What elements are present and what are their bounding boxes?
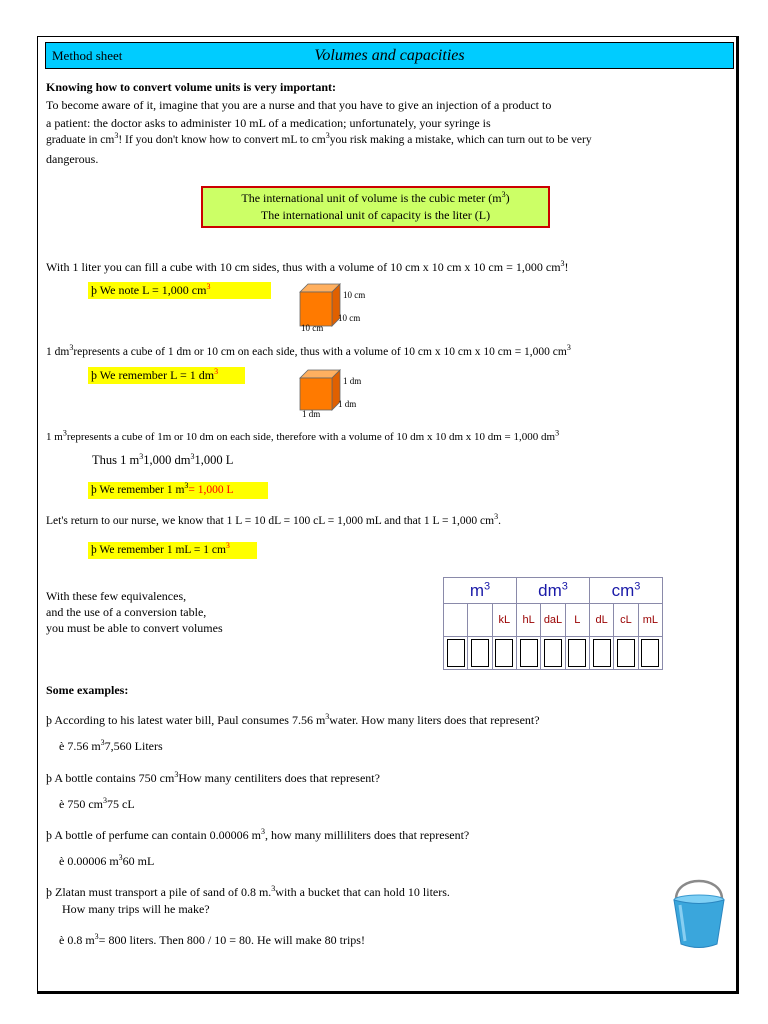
note-m: þ We remember 1 $m^3= 1,000$ L bbox=[88, 482, 268, 499]
digit-cell bbox=[614, 637, 638, 670]
unit-ml: mL bbox=[638, 604, 662, 637]
intro-line2: a patient: the doctor asks to administer 10 mL of a medication; unfortunately, your syringe is bbox=[46, 116, 491, 130]
note-ml: þ We remember 1 mL = 1 $cm^3$ bbox=[88, 542, 257, 559]
cube2-depth-label: 1 dm bbox=[338, 399, 357, 409]
cube1-width-label: 10 cm bbox=[301, 323, 324, 333]
cube1-depth-label: 10 cm bbox=[338, 313, 361, 323]
nurse-line: Let's return to our nurse, we know that 1 L = 10 dL = 100 cL = 1,000 mL and that 1 L = 1,000 $cm^3$. bbox=[46, 512, 501, 527]
dm-line: 1 $dm^3represents$ a cube of 1 dm or 10 cm on each side, thus with a volume of 10 cm x 10 cm x 10 cm = 1,000 $cm^3$ bbox=[46, 343, 571, 358]
note-dm: þ We remember L = 1 $dm^3$ bbox=[88, 367, 245, 384]
intro-line3: graduate in $cm^3$! If you don't know how to convert mL to $cm^3you$ risk making a mistake, which can turn out to be very bbox=[46, 131, 592, 146]
example3-answer: è 0.00006 $m^360$ mL bbox=[59, 853, 155, 868]
example4-question: þ Zlatan must transport a pile of sand of 0.8 m.$^3$with a bucket that can hold 10 liters. bbox=[46, 884, 450, 899]
digit-cell bbox=[638, 637, 662, 670]
digit-cell bbox=[565, 637, 589, 670]
unit-col-1 bbox=[444, 604, 468, 637]
example2-answer: è 750 $cm^375$ cL bbox=[59, 796, 135, 811]
bucket-icon bbox=[668, 873, 730, 953]
definition-line1: The international unit of volume is the cubic meter $(m^3)$ bbox=[241, 190, 510, 205]
page-title: Volumes and capacities bbox=[314, 47, 465, 64]
example1-answer: è 7.56 $m^37,560$ Liters bbox=[59, 738, 163, 753]
header-left: Method sheet bbox=[52, 48, 123, 63]
digit-cell bbox=[590, 637, 614, 670]
unit-l: L bbox=[565, 604, 589, 637]
intro-heading: Knowing how to convert volume units is very important: bbox=[46, 80, 336, 94]
liter-line: With 1 liter you can fill a cube with 10 cm sides, thus with a volume of 10 cm x 10 cm x 10 cm = 1,000 $cm^3$! bbox=[46, 259, 569, 274]
unit-hl: hL bbox=[517, 604, 541, 637]
example4-answer: è 0.8 $m^3= 800$ liters. Then 800 / 10 = 80. He will make 80 trips! bbox=[59, 932, 365, 947]
example3-question: þ A bottle of perfume can contain 0.00006 $m^3$, how many milliliters does that represent? bbox=[46, 827, 470, 842]
example4-question-line2: How many trips will he make? bbox=[62, 902, 210, 916]
m-line: 1 $m^3represents$ a cube of 1m or 10 dm on each side, therefore with a volume of 10 dm x 10 dm x 10 dm = 1,000 $dm^3$ bbox=[46, 428, 560, 443]
definition-box bbox=[201, 186, 550, 228]
unit-col-2 bbox=[468, 604, 492, 637]
unit-m3: $m^3$ bbox=[444, 578, 517, 604]
digit-cell bbox=[444, 637, 468, 670]
unit-cl: cL bbox=[614, 604, 638, 637]
cube2-height-label: 1 dm bbox=[343, 376, 362, 386]
digit-cell bbox=[468, 637, 492, 670]
examples-heading: Some examples: bbox=[46, 683, 129, 697]
unit-dl: dL bbox=[590, 604, 614, 637]
cube-1dm-icon bbox=[296, 366, 344, 414]
definition-line2: The international unit of capacity is the liter (L) bbox=[260, 208, 491, 222]
note-liter: þ We note L = 1,000 $cm^3$ bbox=[88, 282, 271, 299]
unit-dm3: $dm^3$ bbox=[517, 578, 590, 604]
intro-line4: dangerous. bbox=[46, 152, 99, 166]
example2-question: þ A bottle contains 750 $cm^3How$ many centiliters does that represent? bbox=[46, 770, 380, 785]
conversion-table bbox=[443, 577, 663, 670]
cube1-height-label: 10 cm bbox=[343, 290, 366, 300]
unit-kl: kL bbox=[492, 604, 516, 637]
equivalences-text: With these few equivalences, and the use of a conversion table, you must be able to convert volumes bbox=[46, 589, 223, 635]
unit-dal: daL bbox=[541, 604, 565, 637]
unit-cm3: $cm^3$ bbox=[590, 578, 663, 604]
thus-line: Thus 1 $m^31,000$ $dm^31,000$ L bbox=[92, 451, 234, 467]
intro-line1: To become aware of it, imagine that you are a nurse and that you have to give an injection of a product to bbox=[46, 98, 552, 112]
digit-cell bbox=[517, 637, 541, 670]
example1-question: þ According to his latest water bill, Paul consumes 7.56 $m^3water$. How many liters does that represent? bbox=[46, 712, 540, 727]
cube2-width-label: 1 dm bbox=[302, 409, 321, 419]
header-bar bbox=[45, 42, 734, 69]
digit-cell bbox=[541, 637, 565, 670]
digit-cell bbox=[492, 637, 516, 670]
